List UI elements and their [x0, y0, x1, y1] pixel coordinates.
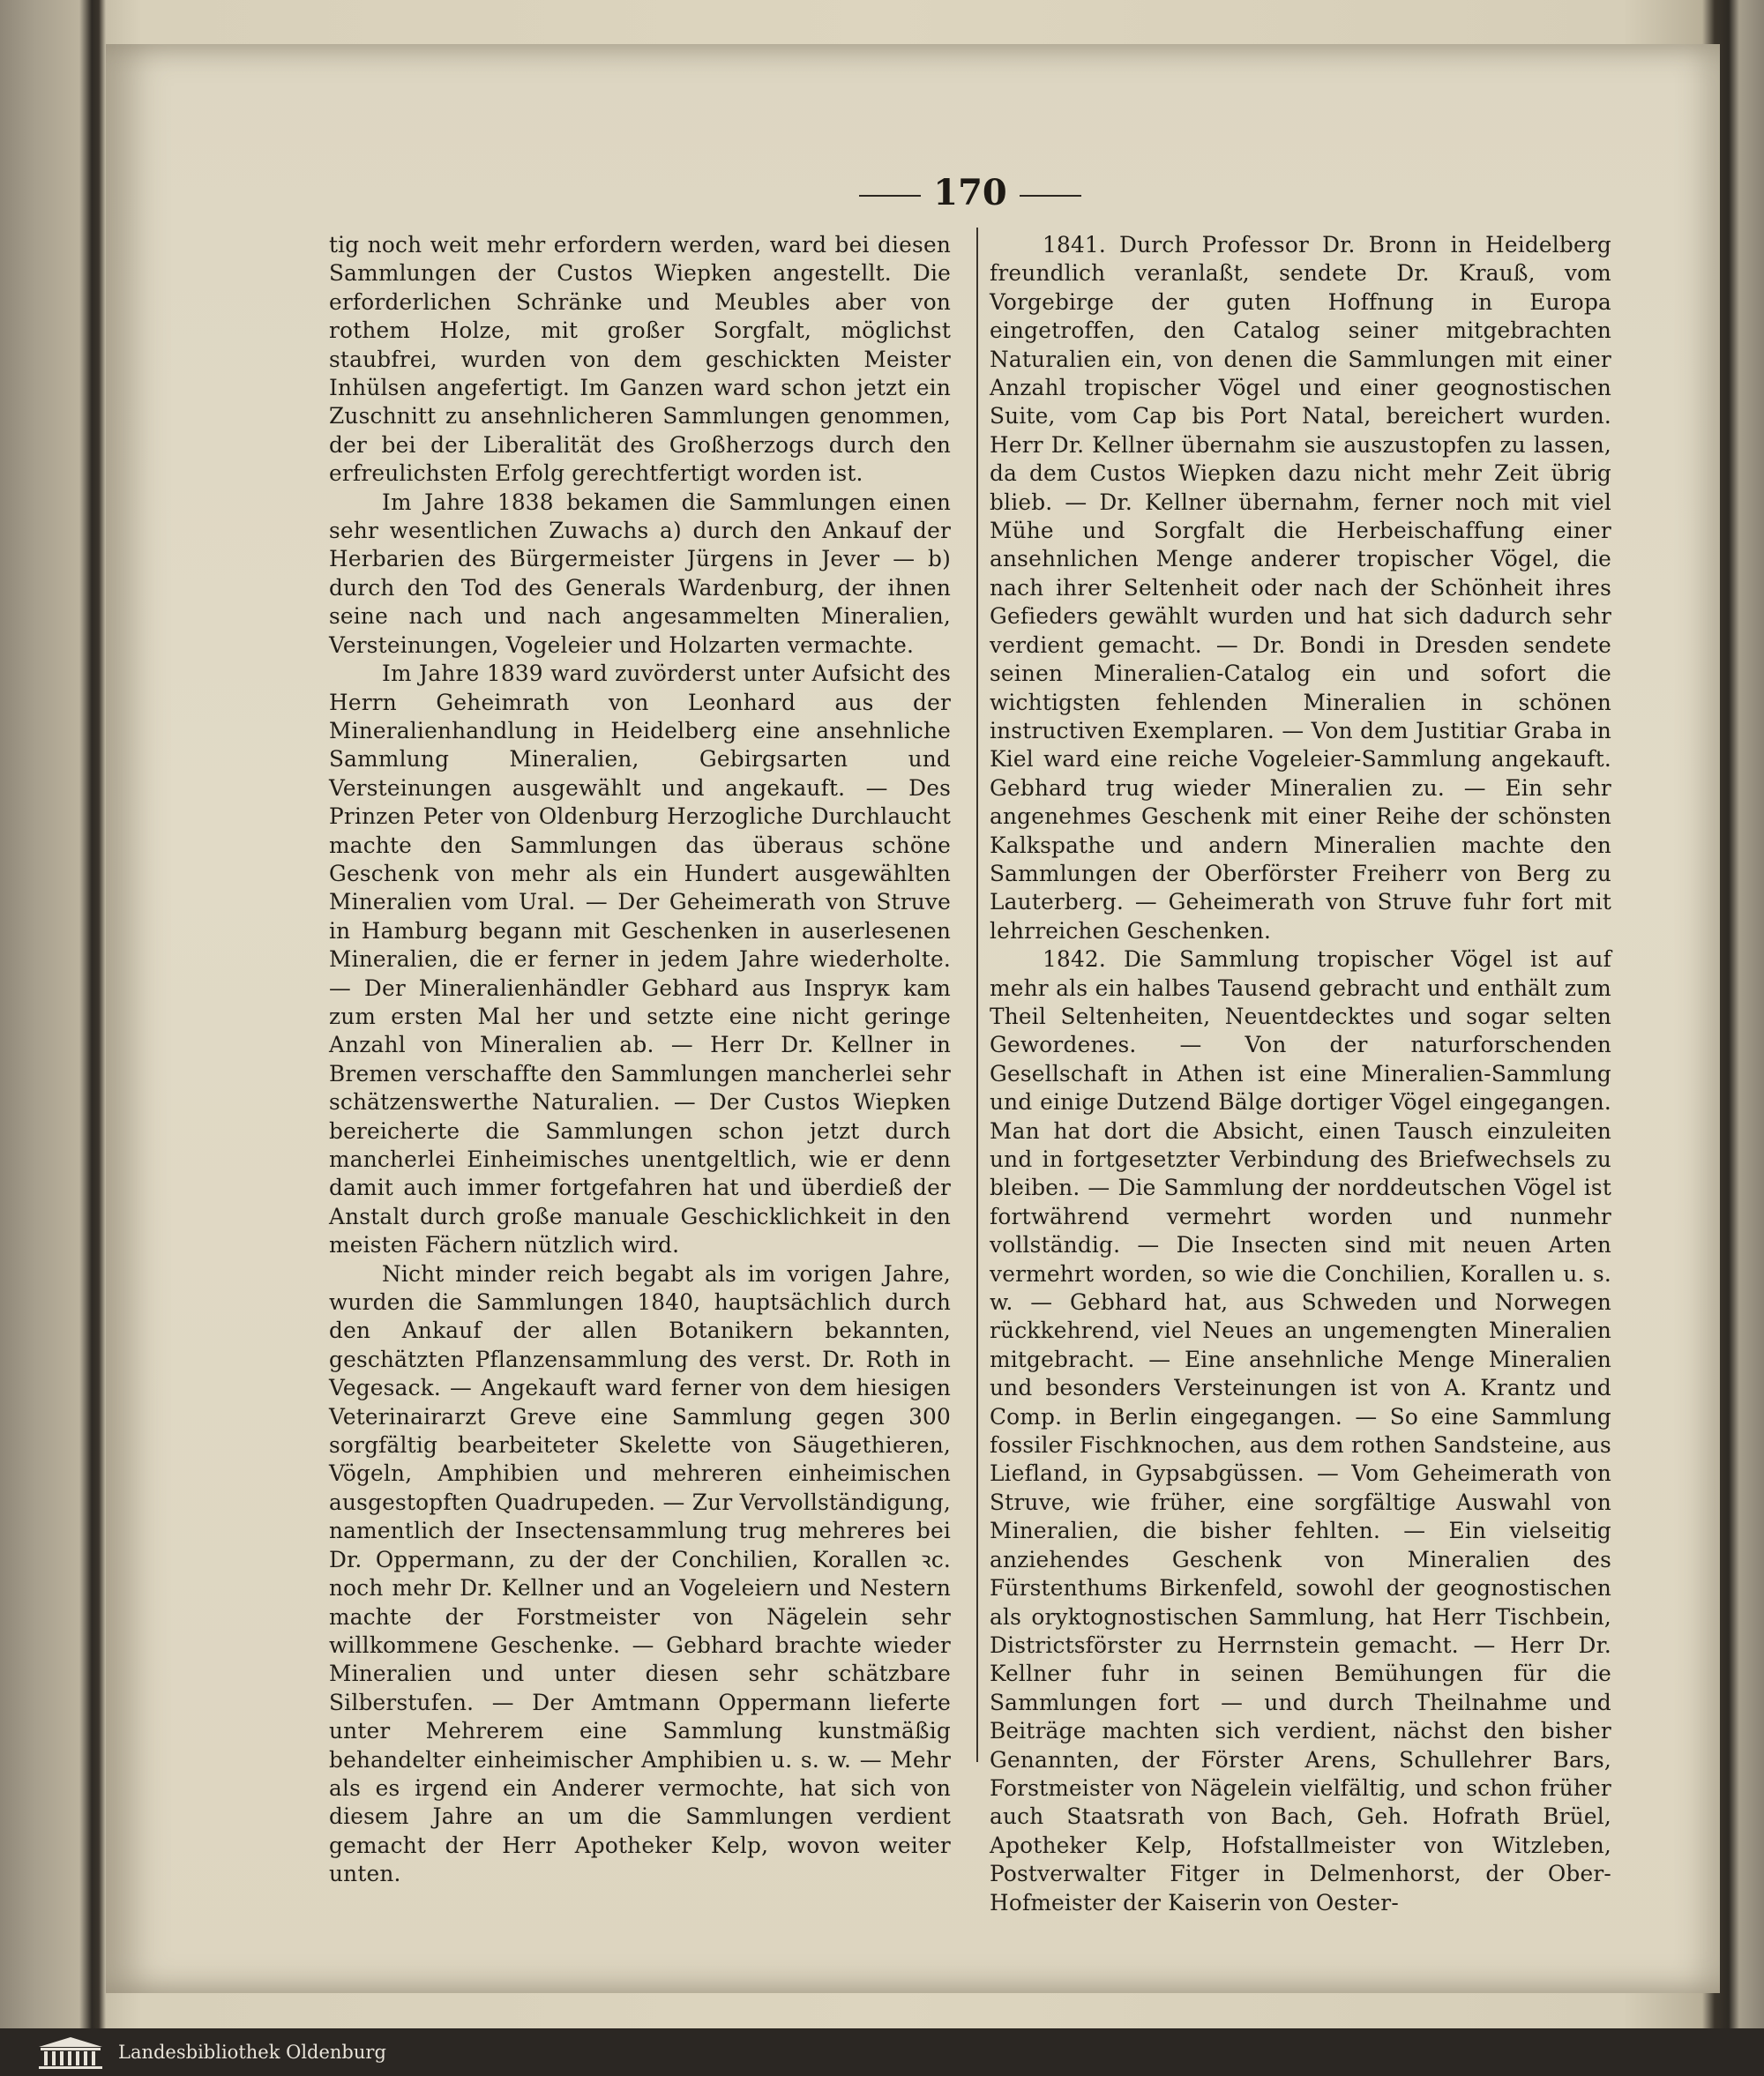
right-column [990, 231, 1611, 1917]
right-paragraph-1841: 1841. Durch Professor Dr. Bronn in Heidelberg freundlich veranlaßt, sendete Dr. Krauß, vom Vorgebirge der guten Hoffnung in Europa eingetroffen, den Catalog seiner mitgebrachten Naturalien ein, von denen die Sammlungen mit einer Anzahl tropischer Vögel und einer geognostischen Suite, vom Cap bis Port Natal, bereichert wurden. Herr Dr. Kellner übernahm sie auszustopfen zu lassen, da dem Custos Wiepken dazu nicht mehr Zeit übrig blieb. — Dr. Kellner übernahm, ferner noch mit viel Mühe und Sorgfalt die Herbeischaffung einer ansehnlichen Menge anderer tropischer Vögel, die nach ihrer Seltenheit oder nach der Schönheit ihres Gefieders gewählt wurden und hat sich dadurch sehr verdient gemacht. — Dr. Bondi in Dresden sendete seinen Mineralien-Catalog ein und sofort die wichtigsten fehlenden Mineralien in schönen instructiven Exemplaren. — Von dem Justitiar Graba in Kiel ward eine reiche Vogeleier-Sammlung angekauft. Gebhard trug wieder Mineralien zu. — Ein sehr angenehmes Geschenk mit einer Reihe der schönsten Kalkspathe und andern Mineralien machte den Sammlungen der Oberförster Freiherr von Berg zu Lauterberg. — Geheimerath von Struve fuhr fort mit lehrreichen Geschenken. [990, 232, 1611, 944]
header-dash-left [859, 195, 921, 197]
left-paragraph-1: tig noch weit mehr erfordern werden, ward bei diesen Sammlungen der Custos Wiepken angestellt. Die erforderlichen Schränke und Meubles aber von rothem Holze, mit großer Sorgfalt, möglichst staubfrei, wurden von dem geschickten Meister Inhülsen angefertigt. Im Ganzen ward schon jetzt ein Zuschnitt zu ansehnlicheren Sammlungen genommen, der bei der Liberalität des Großherzogs durch den erfreulichsten Erfolg gerechtfertigt worden ist. [329, 232, 951, 487]
left-paragraph-3: Im Jahre 1839 ward zuvörderst unter Aufsicht des Herrn Geheimrath von Leonhard aus der Mineralienhandlung in Heidelberg eine ansehnliche Sammlung Mineralien, Gebirgsarten und Versteinungen ausgewählt und angekauft. — Des Prinzen Peter von Oldenburg Herzogliche Durchlaucht machte den Sammlungen das überaus schöne Geschenk von mehr als ein Hundert ausgewählten Mineralien vom Ural. — Der Geheimerath von Struve in Hamburg begann mit Geschenken in auserlesenen Mineralien, die er ferner in jedem Jahre wiederholte. — Der Mineralienhändler Gebhard aus Insprук kam zum ersten Mal her und setzte eine nicht geringe Anzahl von Mineralien ab. — Herr Dr. Kellner in Bremen verschaffte den Sammlungen mancherlei sehr schätzenswerthe Naturalien. — Der Custos Wiepken bereicherte die Sammlungen schon jetzt durch mancherlei Einheimisches unentgeltlich, wie er denn damit auch immer fortgefahren hat und überdieß der Anstalt durch große manuale Geschicklichkeit in den meisten Fächern nützlich wird. [329, 661, 951, 1258]
library-logo-icon [37, 2035, 108, 2070]
column-divider [976, 228, 978, 1762]
viewer-footer [0, 2028, 1764, 2076]
page-header [847, 172, 1094, 213]
right-paragraph-1842: 1842. Die Sammlung tropischer Vögel ist auf mehr als ein halbes Tausend gebracht und enthält zum Theil Seltenheiten, Neuentdecktes und sogar selten Gewordenes. — Von der naturforschenden Gesellschaft in Athen ist eine Mineralien-Sammlung und einige Dutzend Bälge dortiger Vögel eingegangen. Man hat dort die Absicht, einen Tausch einzuleiten und in fortgesetzter Verbindung des Briefwechsels zu bleiben. — Die Sammlung der norddeutschen Vögel ist fortwährend vermehrt worden und nunmehr vollständig. — Die Insecten sind mit neuen Arten vermehrt worden, so wie die Conchilien, Korallen u. s. w. — Gebhard hat, aus Schweden und Norwegen rückkehrend, viel Neues an ungemengten Mineralien mitgebracht. — Eine ansehnliche Menge Mineralien und besonders Versteinungen ist von A. Krantz und Comp. in Berlin eingegangen. — So eine Sammlung fossiler Fischknochen, aus dem rothen Sandsteine, aus Liefland, in Gypsabgüssen. — Vom Geheimerath von Struve, wie früher, eine sorgfältige Auswahl von Mineralien, die bisher fehlten. — Ein vielseitig anziehendes Geschenk von Mineralien des Fürstenthums Birkenfeld, sowohl der geognostischen als oryktognostischen Sammlung, hat Herr Tischbein, Districtsförster zu Herrnstein gemacht. — Herr Dr. Kellner fuhr in seinen Bemühungen für die Sammlungen fort — und durch Theilnahme und Beiträge machten sich verdient, nächst den bisher Genannten, der Förster Arens, Schullehrer Bars, Forstmeister von Nägelein vielfältig, und schon früher auch Staatsrath von Bach, Geh. Hofrath Brüel, Apotheker Kelp, Hofstallmeister von Witzleben, Postverwalter Fitger in Delmenhorst, der Ober-Hofmeister der Kaiserin von Oester- [990, 946, 1611, 1915]
page-number: 170 [933, 172, 1007, 213]
left-column [329, 231, 951, 1889]
header-dash-right [1020, 195, 1081, 197]
library-name[interactable]: Landesbibliothek Oldenburg [118, 2042, 386, 2063]
left-paragraph-4: Nicht minder reich begabt als im vorigen Jahre, wurden die Sammlungen 1840, hauptsächlich durch den Ankauf der allen Botanikern bekannten, geschätzten Pflanzensammlung des verst. Dr. Roth in Vegesack. — Angekauft ward ferner von dem hiesigen Veterinairarzt Greve eine Sammlung gegen 300 sorgfältig bearbeiteter Skelette von Säugethieren, Vögeln, Amphibien und mehreren einheimischen ausgestopften Quadrupeden. — Zur Vervollständigung, namentlich der Insectensammlung trug mehreres bei Dr. Oppermann, zu der der Conchilien, Korallen ꝛc. noch mehr Dr. Kellner und an Vogeleiern und Nestern machte der Forstmeister von Nägelein sehr willkommene Geschenke. — Gebhard brachte wieder Mineralien und unter diesen sehr schätzbare Silberstufen. — Der Amtmann Oppermann lieferte unter Mehrerem eine Sammlung kunstmäßig behandelter einheimischer Amphibien u. s. w. — Mehr als es irgend ein Anderer vermochte, hat sich von diesem Jahre an um die Sammlungen verdient gemacht der Herr Apotheker Kelp, wovon weiter unten. [329, 1260, 951, 1887]
left-paragraph-2: Im Jahre 1838 bekamen die Sammlungen einen sehr wesentlichen Zuwachs a) durch den Ankauf der Herbarien des Bürgermeister Jürgens in Jever — b) durch den Tod des Generals Wardenburg, der ihnen seine nach und nach angesammelten Mineralien, Versteinungen, Vogeleier und Holzarten vermachte. [329, 489, 951, 658]
